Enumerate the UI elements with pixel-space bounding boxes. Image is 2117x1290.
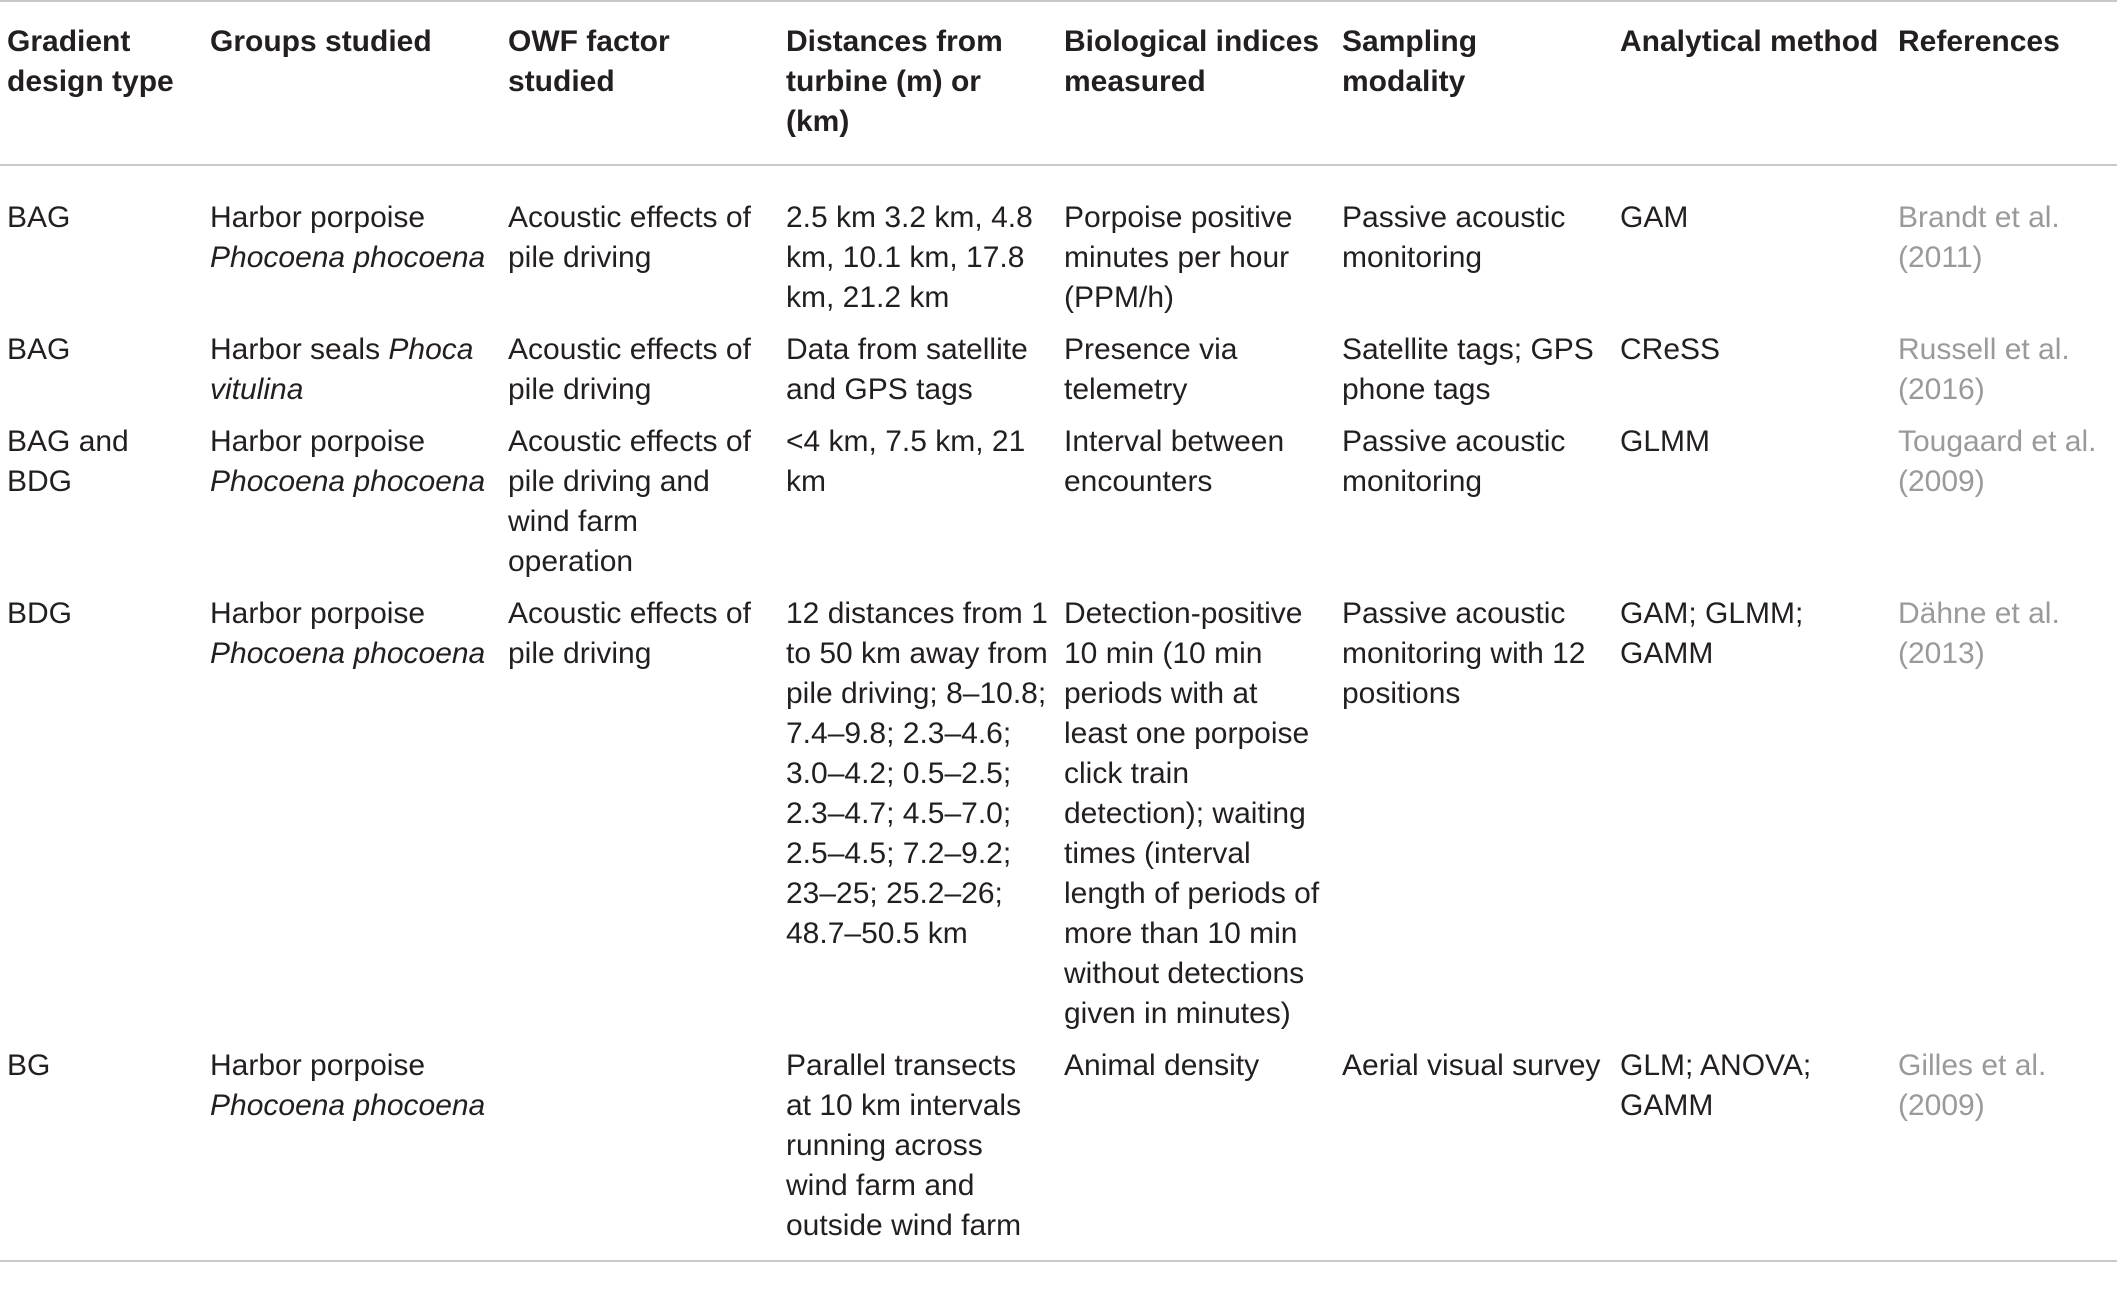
- header-gradient-design-type: Gradient design type: [7, 25, 174, 98]
- cell-group: [203, 165, 501, 326]
- table-row: [0, 418, 2117, 590]
- cell-indices: Detection-positive 10 min (10 min periods with at least one porpoise click train detection); waiting times (interval length of periods of more than 10 min without detections given in minutes): [1064, 597, 1320, 1030]
- cell-factor: [501, 1042, 779, 1261]
- header-biological-indices: Biological indices measured: [1064, 25, 1320, 98]
- cell-group: [203, 1042, 501, 1261]
- cell-design: BG: [7, 1049, 51, 1082]
- cell-indices: Presence via telemetry: [1064, 333, 1238, 406]
- cell-indices: Porpoise positive minutes per hour (PPM/h): [1064, 201, 1293, 314]
- cell-factor: Acoustic effects of pile driving: [508, 597, 751, 670]
- cell-distances: 12 distances from 1 to 50 km away from pile driving; 8–10.8; 7.4–9.8; 2.3–4.6; 3.0–4.2; 0.5–2.5; 2.3–4.7; 4.5–7.0; 2.5–4.5; 7.2–9.2; 23–25; 25.2–26; 48.7–50.5 km: [786, 597, 1048, 950]
- group-common-name: Harbor porpoise: [210, 201, 426, 234]
- table-row: [0, 165, 2117, 326]
- cell-distances: <4 km, 7.5 km, 21 km: [786, 425, 1026, 498]
- cell-design: BAG and BDG: [7, 425, 129, 498]
- table-row: [0, 590, 2117, 1042]
- cell-design: BDG: [7, 597, 73, 630]
- cell-group: [203, 418, 501, 590]
- group-scientific-name: Phocoena phocoena: [210, 1089, 486, 1122]
- header-analytical-method: Analytical method: [1620, 25, 1879, 58]
- cell-reference-link[interactable]: Gilles et al. (2009): [1898, 1049, 2047, 1122]
- cell-method: GLMM: [1620, 425, 1710, 458]
- cell-method: GAM; GLMM; GAMM: [1620, 597, 1804, 670]
- cell-factor: Acoustic effects of pile driving: [508, 333, 751, 406]
- cell-method: GLM; ANOVA; GAMM: [1620, 1049, 1812, 1122]
- cell-modality: Passive acoustic monitoring: [1342, 425, 1566, 498]
- cell-modality: Passive acoustic monitoring with 12 positions: [1342, 597, 1586, 710]
- cell-indices: Animal density: [1064, 1049, 1260, 1082]
- cell-reference-link[interactable]: Tougaard et al. (2009): [1898, 425, 2097, 498]
- cell-reference-link[interactable]: Brandt et al. (2011): [1898, 201, 2060, 274]
- cell-modality: Satellite tags; GPS phone tags: [1342, 333, 1594, 406]
- group-scientific-name: Phocoena phocoena: [210, 465, 486, 498]
- cell-design: BAG: [7, 201, 71, 234]
- cell-modality: Aerial visual survey: [1342, 1049, 1601, 1082]
- table-row: [0, 326, 2117, 418]
- cell-distances: Data from satellite and GPS tags: [786, 333, 1028, 406]
- group-common-name: Harbor porpoise: [210, 1049, 426, 1082]
- group-scientific-name: Phocoena phocoena: [210, 637, 486, 670]
- cell-factor: Acoustic effects of pile driving: [508, 201, 751, 274]
- header-groups-studied: Groups studied: [210, 25, 432, 58]
- table-row: [0, 1042, 2117, 1261]
- table-header-row: [0, 1, 2117, 165]
- header-owf-factor-studied: OWF factor studied: [508, 25, 670, 98]
- header-distances: Distances from turbine (m) or (km): [786, 25, 1003, 138]
- group-common-name: Harbor porpoise: [210, 425, 426, 458]
- cell-method: GAM: [1620, 201, 1689, 234]
- header-sampling-modality: Sampling modality: [1342, 25, 1478, 98]
- cell-reference-link[interactable]: Russell et al. (2016): [1898, 333, 2070, 406]
- group-scientific-name: Phocoena phocoena: [210, 241, 486, 274]
- cell-reference-link[interactable]: Dähne et al. (2013): [1898, 597, 2060, 670]
- group-common-name: Harbor seals: [210, 333, 381, 366]
- cell-group: [203, 326, 501, 418]
- cell-indices: Interval between encounters: [1064, 425, 1285, 498]
- cell-method: CReSS: [1620, 333, 1721, 366]
- cell-group: [203, 590, 501, 1042]
- cell-design: BAG: [7, 333, 71, 366]
- header-references: References: [1898, 25, 2060, 58]
- cell-factor: Acoustic effects of pile driving and wind farm operation: [508, 425, 751, 578]
- cell-distances: 2.5 km 3.2 km, 4.8 km, 10.1 km, 17.8 km, 21.2 km: [786, 201, 1033, 314]
- cell-modality: Passive acoustic monitoring: [1342, 201, 1566, 274]
- group-scientific-name: Phoca vitulina: [210, 333, 474, 406]
- group-common-name: Harbor porpoise: [210, 597, 426, 630]
- cell-distances: Parallel transects at 10 km intervals running across wind farm and outside wind farm: [786, 1049, 1022, 1242]
